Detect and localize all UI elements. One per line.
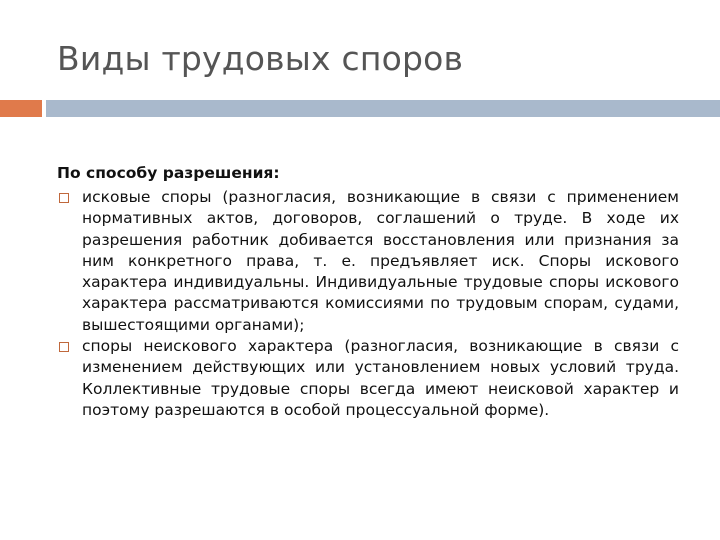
title-rule-bar bbox=[46, 100, 720, 117]
square-bullet-icon bbox=[59, 193, 69, 203]
slide-title: Виды трудовых споров bbox=[57, 39, 464, 78]
slide-content bbox=[57, 163, 679, 421]
square-bullet-icon bbox=[59, 342, 69, 352]
list-item-text: исковые споры (разногласия, возникающие в связи с применением нормативных актов, договоров, соглашений о труде. В ходе их разрешения работник добивается восстановления или признания за ним конкретного права, т. е. предъявляет иск. Споры искового характера индивидуальны. Индивидуальные трудовые споры искового характера рассматриваются комиссиями по трудовым спорам, судами, вышестоящими органами); bbox=[82, 188, 679, 334]
list-item bbox=[57, 187, 679, 336]
section-heading: По способу разрешения: bbox=[57, 164, 280, 182]
list-item bbox=[57, 336, 679, 421]
title-accent-bar bbox=[0, 100, 42, 117]
list-item-text: споры неискового характера (разногласия, возникающие в связи с изменением действующих или установлением новых условий труда. Коллективные трудовые споры всегда имеют неисковой характер и поэтому разрешаются в особой процессуальной форме). bbox=[82, 337, 679, 419]
